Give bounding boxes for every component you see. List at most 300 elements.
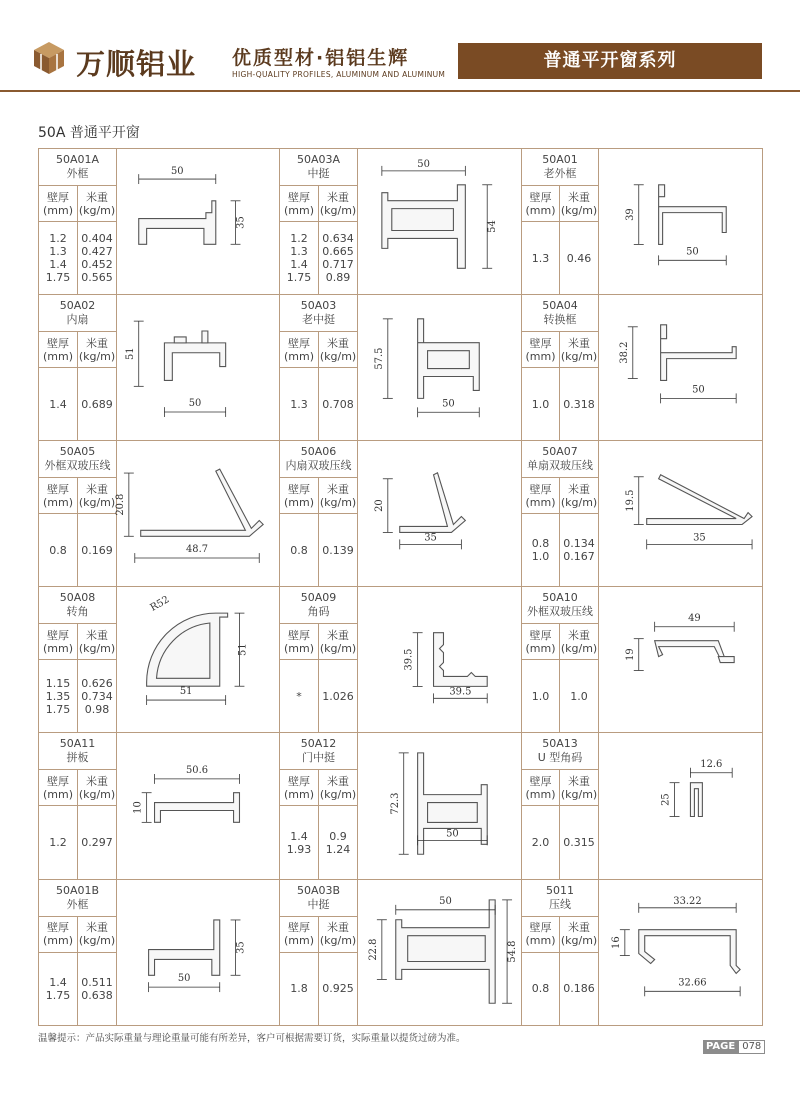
weight-values [319,222,358,295]
weight-header [319,624,358,660]
weight-header [560,186,599,222]
dimension-label: 49 [688,613,701,625]
product-name: 转换框 [543,313,577,327]
profile-diagram [599,880,762,1025]
product-name: 外框 [66,897,89,911]
profile-drawing [117,879,280,1025]
weight-label: 米重 [327,336,350,350]
profile-diagram [358,880,521,1025]
profile-table [38,148,763,1026]
weight-label: 米重 [86,336,108,350]
weight-values [78,222,117,295]
product-header [39,149,117,186]
product-name: 角码 [307,605,330,619]
weight-values [319,514,358,587]
product-code: 50A01A [55,153,100,166]
width-dimension [690,759,732,778]
header-divider [0,90,800,92]
profile-shape [400,473,466,533]
product-code: 50A12 [300,737,337,751]
weight-header [78,916,117,952]
width-dimension [418,829,488,846]
thickness-value: 1.2 1.3 1.4 1.75 [286,232,312,285]
weight-header [560,332,599,368]
height-dimension [231,920,247,975]
dimension-label: 50 [417,158,430,170]
thickness-values [39,368,78,441]
thickness-unit: (mm) [42,203,73,217]
thickness-values [522,514,560,587]
dimension-label: 54.8 [507,940,519,963]
thickness-value: 0.8 [531,982,550,996]
profile-drawing [117,149,280,295]
product-code: 50A08 [59,591,96,605]
thickness-label: 壁厚 [529,336,552,350]
thickness-values [280,660,319,733]
thickness-header [39,478,78,514]
width-dimension [382,159,465,176]
dimension-label: 51 [237,643,249,657]
thickness-value: 0.8 [290,543,308,557]
profile-drawing [599,441,763,587]
weight-label: 米重 [327,774,350,788]
product-header [39,587,117,624]
height-dimension [133,793,152,823]
thickness-header [39,186,78,222]
product-name: 转角 [66,605,89,619]
thickness-value: 1.3 [531,251,550,265]
dimension-label: 20 [373,499,385,513]
product-header [522,879,599,916]
thickness-value: 1.2 1.3 1.4 1.75 [45,232,71,285]
page-tag [703,1040,765,1054]
thickness-values [39,660,78,733]
product-name: 外框双玻压线 [527,605,594,619]
weight-unit: (kg/m) [560,349,598,363]
thickness-label: 壁厚 [288,921,311,935]
profile-shape [428,351,470,369]
weight-values [319,806,358,879]
weight-unit: (kg/m) [78,934,116,948]
profile-diagram [117,733,279,878]
profile-shape [690,783,702,817]
thickness-header [39,770,78,806]
profile-diagram [599,441,762,586]
width-dimension [400,533,462,550]
thickness-unit: (mm) [42,495,73,509]
weight-label: 米重 [86,190,108,204]
product-code: 50A10 [542,591,578,605]
thickness-value: 1.4 1.75 [45,975,71,1002]
thickness-unit: (mm) [284,203,315,217]
weight-label: 米重 [327,482,350,496]
height-dimension [482,185,498,268]
dimension-label: 50 [442,398,455,410]
dimension-label: 20.8 [114,493,126,516]
weight-values [78,368,117,441]
thickness-unit: (mm) [284,349,315,363]
dimension-label: 39.5 [449,686,472,698]
dimension-label: 39.5 [403,648,415,671]
height-dimension [625,477,644,525]
width-dimension [155,765,240,784]
weight-value: 0.511 0.638 [81,975,113,1002]
weight-label: 米重 [568,774,591,788]
profile-shape [718,657,734,663]
weight-values [319,368,358,441]
weight-header [78,624,117,660]
height-dimension [404,633,423,687]
thickness-values [522,222,560,295]
section-title: 50A 普通平开窗 [38,125,140,141]
profile-shape [139,201,216,244]
thickness-header [39,332,78,368]
weight-values [78,514,117,587]
product-name: U 型角码 [537,751,583,765]
weight-label: 米重 [327,190,350,204]
thickness-unit: (mm) [42,641,73,655]
weight-label: 米重 [327,628,350,642]
weight-values [560,952,599,1025]
product-code: 50A02 [59,299,96,313]
profile-diagram [599,295,762,440]
profile-diagram [114,441,279,586]
product-code: 50A01 [542,153,578,166]
height-dimension [374,479,393,533]
product-name: 外框双玻压线 [44,459,111,473]
dimension-label: 54 [487,220,499,233]
dimension-label: 57.5 [373,347,385,370]
weight-values [319,952,358,1025]
profile-drawing [117,587,280,733]
thickness-values [39,806,78,879]
weight-label: 米重 [568,482,591,496]
thickness-values [522,368,560,441]
weight-header [560,770,599,806]
weight-value: 0.9 1.24 [325,829,351,856]
profile-diagram [117,880,279,1025]
width-dimension [645,977,740,996]
height-dimension [368,919,387,979]
weight-values [560,514,599,587]
dimension-label: 35 [235,216,247,229]
height-dimension [502,899,518,1002]
thickness-label: 壁厚 [529,921,552,935]
dimension-label: 33.22 [673,895,702,907]
cube-logo-icon [32,40,66,76]
profile-shape [174,337,186,343]
weight-value: 0.46 [566,251,592,265]
weight-values [560,806,599,879]
product-name: 拼板 [66,751,89,765]
profile-drawing [599,733,763,879]
height-dimension [235,613,249,686]
profile-drawing [358,149,522,295]
header [0,0,800,95]
weight-header [78,478,117,514]
product-header [522,295,599,332]
thickness-unit: (mm) [525,203,556,217]
thickness-label: 壁厚 [288,774,311,788]
thickness-value: 1.8 [290,982,308,996]
profile-drawing [358,295,522,441]
product-name: 压线 [549,897,572,911]
thickness-header [280,478,319,514]
dimension-label: 19 [624,648,636,662]
weight-header [319,478,358,514]
profile-shape [202,331,208,343]
thickness-label: 壁厚 [47,482,69,496]
product-header [522,441,599,478]
thickness-values [280,806,319,879]
thickness-label: 壁厚 [47,190,69,204]
thickness-values [280,514,319,587]
product-code: 50A05 [59,445,96,459]
dimension-label: 50.6 [186,765,209,777]
radius-label: R52 [148,594,172,615]
thickness-unit: (mm) [284,495,315,509]
product-name: 内扇双玻压线 [285,459,352,473]
thickness-values [39,952,78,1025]
thickness-values [522,806,560,879]
height-dimension [625,639,644,671]
profile-drawing [117,295,280,441]
thickness-unit: (mm) [42,787,73,801]
thickness-label: 壁厚 [288,628,311,642]
weight-label: 米重 [568,628,591,642]
dimension-label: 48.7 [186,544,209,556]
thickness-value: * [296,689,302,703]
product-header [280,733,358,770]
profile-drawing [358,879,522,1025]
profile-diagram [599,587,762,732]
profile-diagram [358,149,521,294]
weight-values [78,952,117,1025]
weight-unit: (kg/m) [560,641,598,655]
profile-diagram [358,295,521,440]
weight-unit: (kg/m) [319,641,357,655]
dimension-label: 16 [610,935,622,949]
weight-unit: (kg/m) [560,787,598,801]
page-label: PAGE [703,1040,738,1054]
width-dimension [418,398,480,417]
profile-diagram [117,587,279,732]
product-header [39,441,117,478]
height-dimension [619,327,638,379]
dimension-label: 35 [693,532,706,544]
height-dimension [611,929,630,955]
thickness-values [522,952,560,1025]
product-code: 50A03 [300,299,337,313]
thickness-header [522,186,560,222]
profile-shape [408,935,486,961]
thickness-label: 壁厚 [529,190,552,204]
product-header [39,879,117,916]
thickness-values [39,514,78,587]
thickness-value: 1.15 1.35 1.75 [45,676,71,716]
width-dimension [139,166,216,184]
height-dimension [374,319,393,399]
weight-header [560,624,599,660]
product-header [280,879,358,916]
thickness-unit: (mm) [525,934,556,948]
thickness-value: 1.4 1.93 [286,829,312,856]
weight-value: 0.186 [563,982,595,996]
profile-diagram [358,587,521,732]
thickness-label: 壁厚 [47,336,69,350]
width-dimension [659,246,727,265]
thickness-header [522,770,560,806]
dimension-label: 50 [446,828,459,840]
thickness-header [39,624,78,660]
weight-unit: (kg/m) [78,349,116,363]
profile-shape [655,641,725,659]
profile-diagram [358,441,521,586]
profile-drawing [599,587,763,733]
profile-shape [428,803,478,823]
product-code: 50A06 [300,445,337,459]
product-code: 50A11 [59,737,96,751]
weight-unit: (kg/m) [78,203,116,217]
weight-unit: (kg/m) [319,349,357,363]
weight-header [560,916,599,952]
thickness-values [522,660,560,733]
dimension-label: 35 [424,532,437,544]
weight-value: 0.634 0.665 0.717 0.89 [322,232,354,285]
product-name: 门中挺 [302,751,336,765]
weight-values [560,660,599,733]
brand-name: 万顺铝业 [76,47,197,81]
thickness-label: 壁厚 [47,921,69,935]
slogan-english: HIGH-QUALITY PROFILES, ALUMINUM AND ALUMINUM [232,70,446,79]
thickness-value: 1.4 [49,397,67,411]
weight-header [560,478,599,514]
product-name: 单扇双玻压线 [527,459,594,473]
profile-diagram [117,295,279,440]
weight-values [319,660,358,733]
profile-diagram [358,733,521,878]
product-header [280,441,358,478]
profile-shape [164,343,225,381]
thickness-value: 2.0 [531,836,550,849]
weight-unit: (kg/m) [560,934,598,948]
dimension-label: 72.3 [389,792,401,816]
width-dimension [147,686,226,705]
thickness-label: 壁厚 [47,628,69,642]
dimension-label: 25 [660,793,672,807]
weight-value: 0.708 [322,397,354,411]
width-dimension [639,895,736,912]
weight-values [78,806,117,879]
product-header [280,295,358,332]
weight-value: 1.0 [570,689,588,703]
thickness-unit: (mm) [525,641,556,655]
height-dimension [231,201,247,244]
thickness-header [280,186,319,222]
dimension-label: 22.8 [367,938,379,961]
weight-unit: (kg/m) [319,495,357,509]
profile-shape [647,475,752,525]
profile-drawing [114,441,280,587]
height-dimension [625,185,644,245]
profile-drawing [358,441,522,587]
thickness-unit: (mm) [284,641,315,655]
product-header [522,733,599,770]
height-dimension [115,473,134,536]
profile-shape [141,469,263,536]
dimension-label: 12.6 [700,759,723,771]
width-dimension [434,687,488,704]
weight-label: 米重 [568,336,591,350]
product-code: 50A07 [542,445,578,459]
weight-values [560,222,599,295]
weight-values [560,368,599,441]
profile-shape [392,209,454,231]
weight-header [78,186,117,222]
product-name: 老中挺 [302,313,336,327]
profile-drawing [117,733,280,879]
thickness-values [280,222,319,295]
thickness-value: 1.2 [49,836,67,849]
weight-value: 0.626 0.734 0.98 [81,676,113,716]
thickness-unit: (mm) [284,934,315,948]
weight-header [78,770,117,806]
weight-value: 0.134 0.167 [563,537,595,564]
weight-value: 0.318 [563,397,595,411]
thickness-value: 0.8 [49,543,67,557]
thickness-header [280,332,319,368]
width-dimension [647,533,752,550]
thickness-label: 壁厚 [288,336,311,350]
profile-drawing [599,295,763,441]
weight-value: 0.169 [81,543,113,557]
thickness-values [280,952,319,1025]
thickness-values [39,222,78,295]
thickness-header [39,916,78,952]
product-name: 内扇 [66,313,89,327]
thickness-header [522,624,560,660]
profile-diagram [117,149,279,294]
weight-header [319,916,358,952]
thickness-value: 1.3 [290,397,308,411]
thickness-unit: (mm) [284,787,315,801]
weight-unit: (kg/m) [319,787,357,801]
product-code: 5011 [546,883,575,897]
product-header [280,587,358,624]
product-name: 老外框 [543,167,577,180]
weight-header [78,332,117,368]
dimension-label: 51 [124,347,136,361]
thickness-header [522,332,560,368]
weight-label: 米重 [568,921,591,935]
thickness-value: 1.0 [531,689,550,703]
slogan: 优质型材·铝铝生辉 [232,47,410,69]
dimension-label: 50 [439,895,452,907]
weight-unit: (kg/m) [78,641,116,655]
product-name: 中挺 [307,167,330,180]
weight-label: 米重 [86,628,108,642]
profile-shape [434,633,488,687]
profile-drawing [358,587,522,733]
weight-unit: (kg/m) [319,934,357,948]
product-header [522,149,599,186]
dimension-label: 19.5 [624,489,636,512]
thickness-label: 壁厚 [529,628,552,642]
thickness-header [280,770,319,806]
weight-header [319,186,358,222]
product-header [522,587,599,624]
product-code: 50A01B [55,883,100,897]
